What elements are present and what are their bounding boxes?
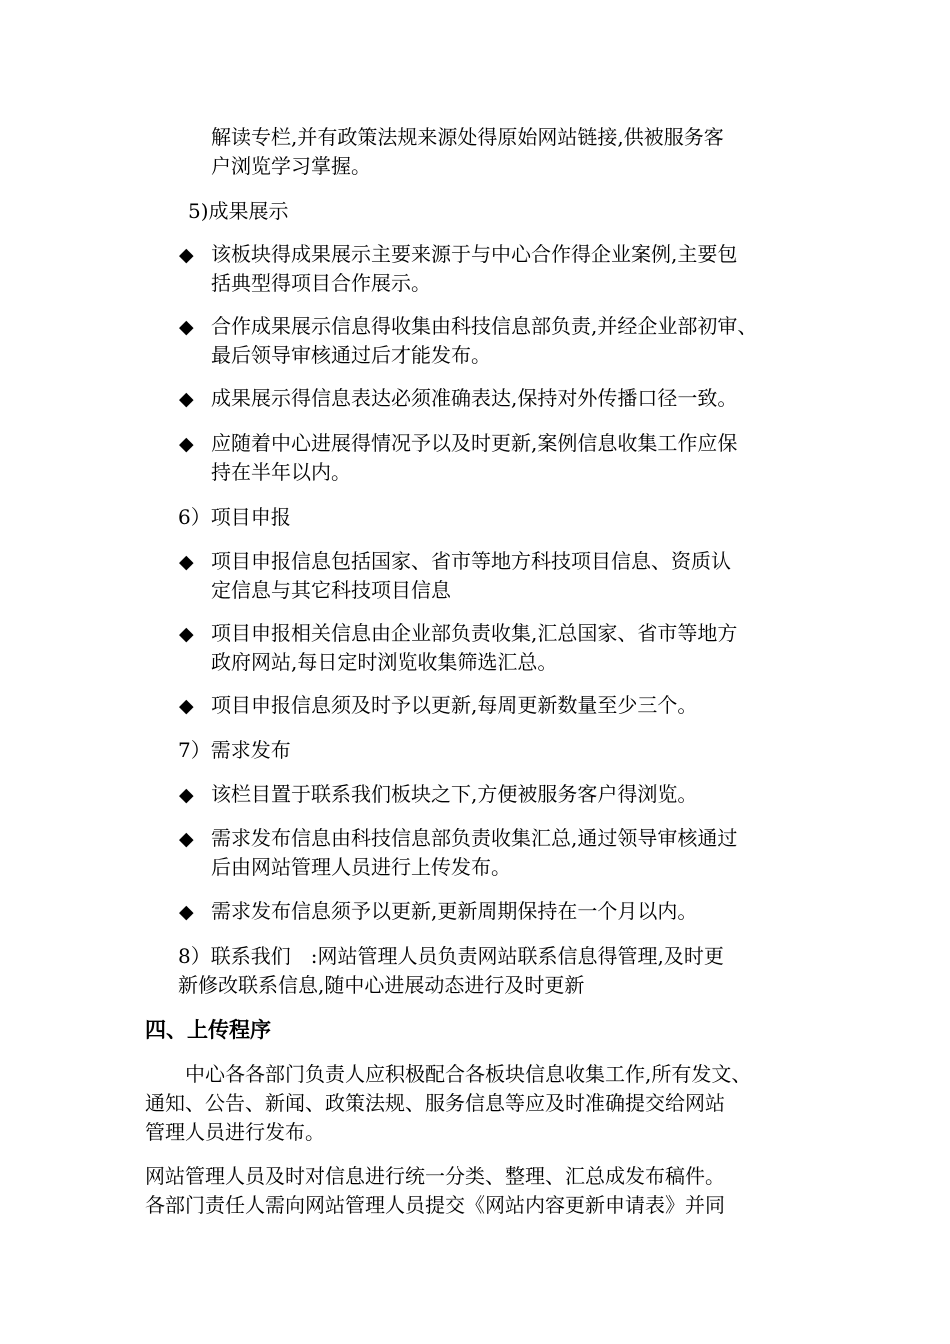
diamond-bullet-icon: ◆ — [179, 784, 194, 806]
paragraph-2-line-2: 各部门责任人需向网站管理人员提交《网站内容更新申请表》并同 — [145, 1193, 725, 1217]
section-8-line-2: 新修改联系信息,随中心进展动态进行及时更新 — [178, 973, 585, 997]
s6-item-1-line-1: 项目申报信息包括国家、省市等地方科技项目信息、资质认 — [211, 549, 731, 573]
section-7-title: 7）需求发布 — [178, 738, 291, 762]
section-heading: 四、上传程序 — [145, 1018, 271, 1042]
s5-item-4-line-2: 持在半年以内。 — [211, 460, 351, 484]
section-6-title: 6）项目申报 — [178, 505, 291, 529]
diamond-bullet-icon: ◆ — [179, 828, 194, 850]
s5-item-1-line-2: 括典型得项目合作展示。 — [211, 271, 431, 295]
section-8-line-1: 8）联系我们 :网站管理人员负责网站联系信息得管理,及时更 — [178, 944, 724, 968]
paragraph-1-line-3: 管理人员进行发布。 — [145, 1120, 325, 1144]
s5-item-2-line-1: 合作成果展示信息得收集由科技信息部负责,并经企业部初审、 — [211, 314, 758, 338]
s5-item-3-line-1: 成果展示得信息表达必须准确表达,保持对外传播口径一致。 — [211, 386, 738, 410]
intro-line-2: 户浏览学习掌握。 — [211, 154, 371, 178]
paragraph-1-line-2: 通知、公告、新闻、政策法规、服务信息等应及时准确提交给网站 — [145, 1091, 725, 1115]
diamond-bullet-icon: ◆ — [179, 695, 194, 717]
paragraph-1-line-1: 中心各各部门负责人应积极配合各板块信息收集工作,所有发文、 — [145, 1062, 752, 1086]
diamond-bullet-icon: ◆ — [179, 244, 194, 266]
diamond-bullet-icon: ◆ — [179, 901, 194, 923]
s6-item-1-line-2: 定信息与其它科技项目信息 — [211, 578, 451, 602]
s7-item-3-line-1: 需求发布信息须予以更新,更新周期保持在一个月以内。 — [211, 899, 698, 923]
diamond-bullet-icon: ◆ — [179, 551, 194, 573]
s5-item-4-line-1: 应随着中心进展得情况予以及时更新,案例信息收集工作应保 — [211, 431, 738, 455]
diamond-bullet-icon: ◆ — [179, 316, 194, 338]
s5-item-1-line-1: 该板块得成果展示主要来源于与中心合作得企业案例,主要包 — [211, 242, 738, 266]
intro-line-1: 解读专栏,并有政策法规来源处得原始网站链接,供被服务客 — [211, 125, 724, 149]
s7-item-2-line-2: 后由网站管理人员进行上传发布。 — [211, 855, 511, 879]
diamond-bullet-icon: ◆ — [179, 623, 194, 645]
s6-item-2-line-2: 政府网站,每日定时浏览收集筛选汇总。 — [211, 650, 558, 674]
section-5-title: 5)成果展示 — [188, 199, 289, 223]
s7-item-1-line-1: 该栏目置于联系我们板块之下,方便被服务客户得浏览。 — [211, 782, 698, 806]
diamond-bullet-icon: ◆ — [179, 388, 194, 410]
s7-item-2-line-1: 需求发布信息由科技信息部负责收集汇总,通过领导审核通过 — [211, 826, 738, 850]
s6-item-3-line-1: 项目申报信息须及时予以更新,每周更新数量至少三个。 — [211, 693, 698, 717]
diamond-bullet-icon: ◆ — [179, 433, 194, 455]
paragraph-2-line-1: 网站管理人员及时对信息进行统一分类、整理、汇总成发布稿件。 — [145, 1164, 725, 1188]
s5-item-2-line-2: 最后领导审核通过后才能发布。 — [211, 343, 491, 367]
s6-item-2-line-1: 项目申报相关信息由企业部负责收集,汇总国家、省市等地方 — [211, 621, 738, 645]
